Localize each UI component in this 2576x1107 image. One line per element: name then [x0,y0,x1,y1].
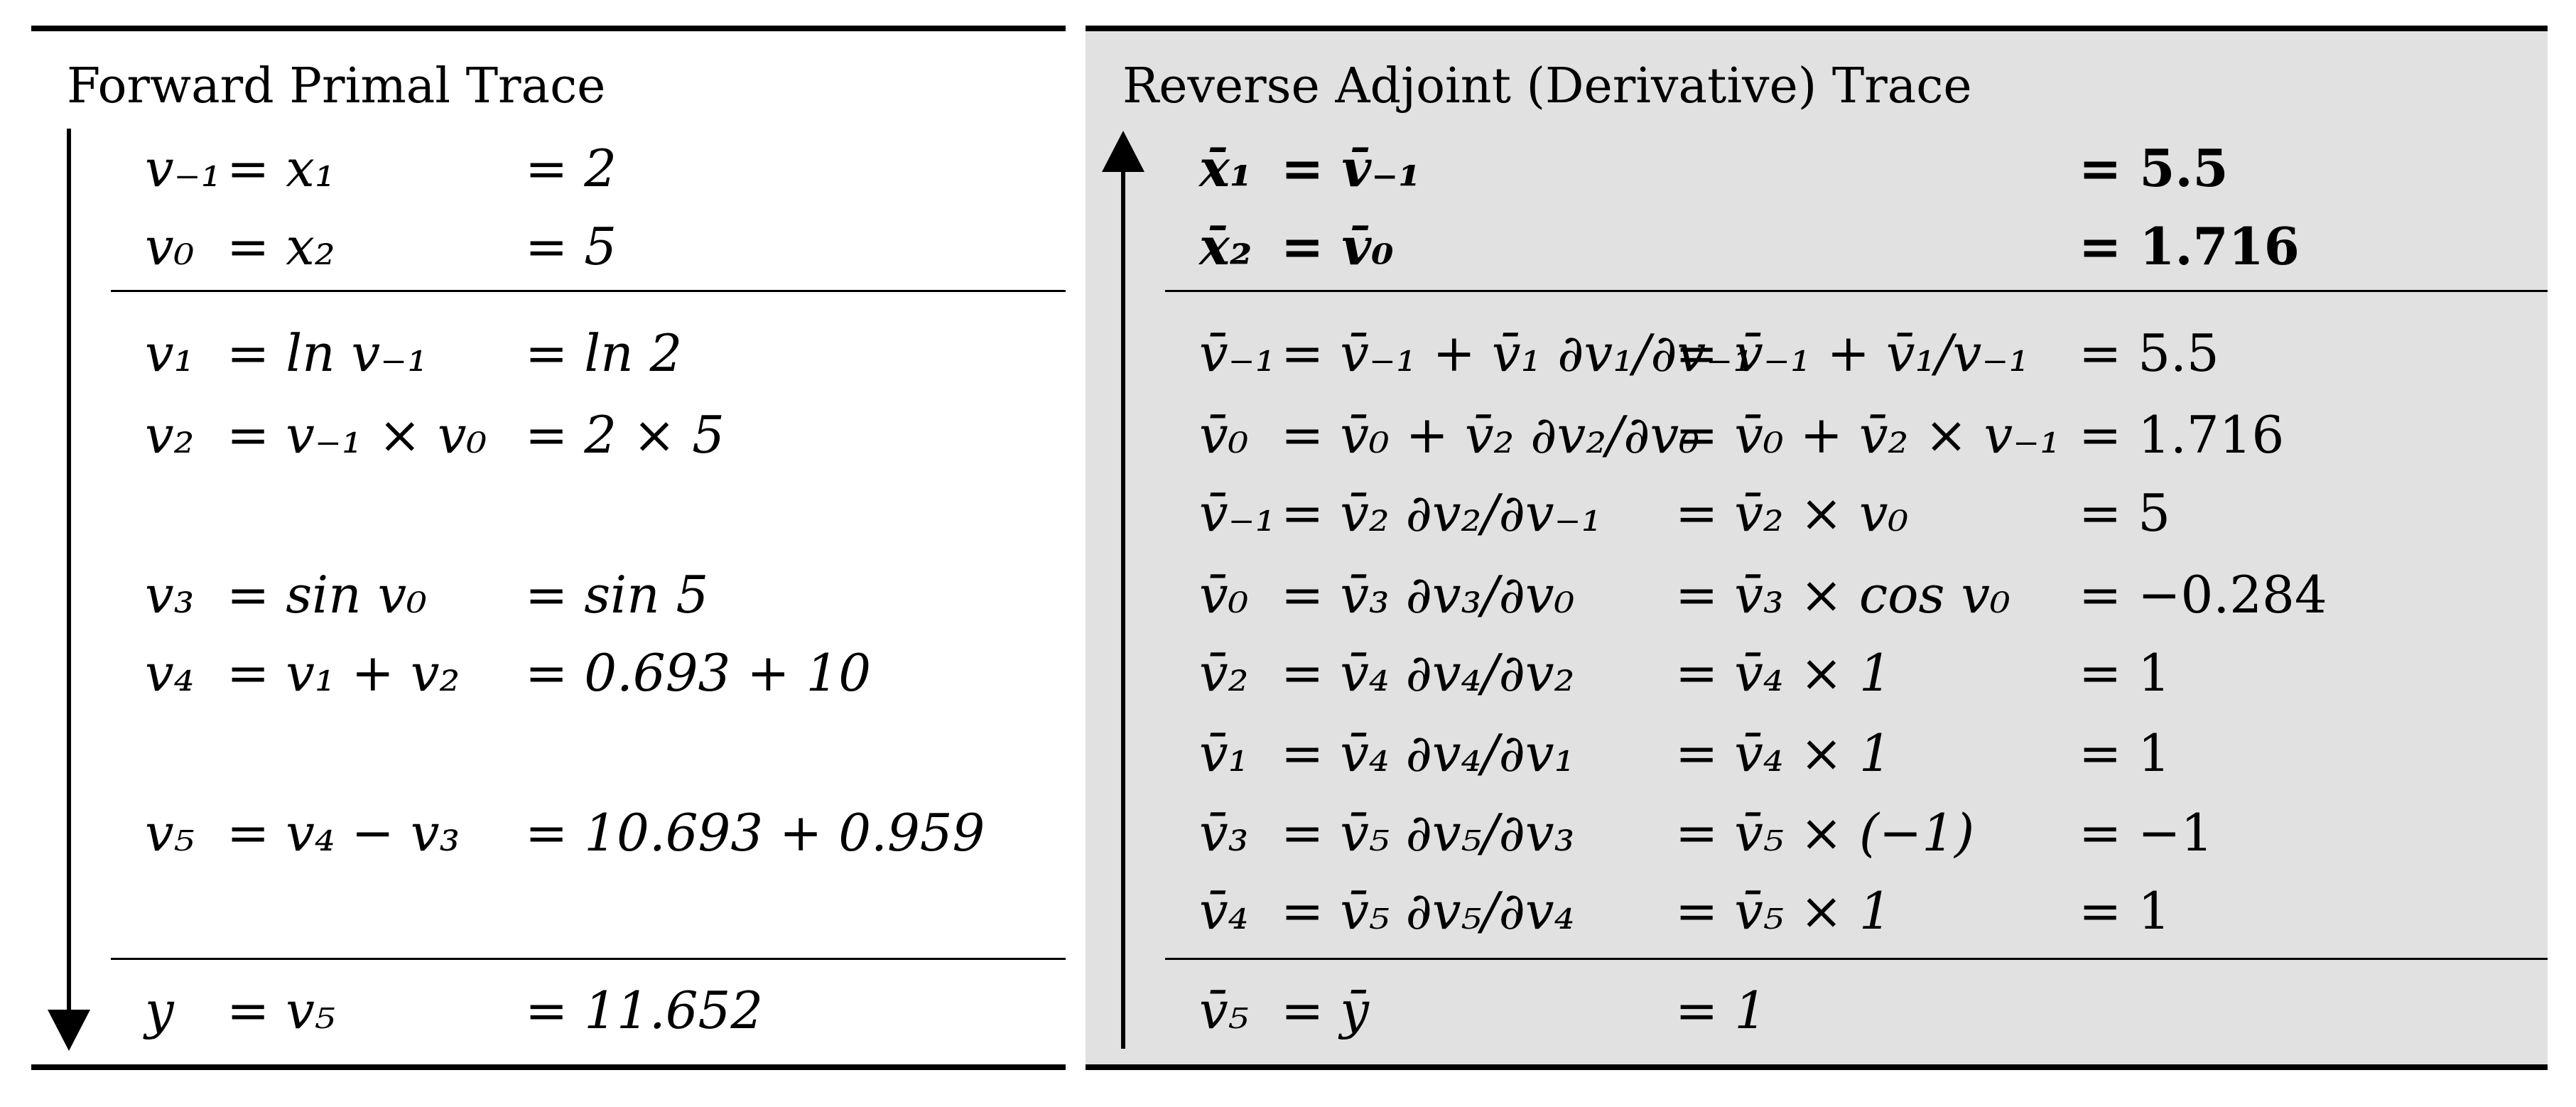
reverse-result-lhs: x̄₁ [1199,138,1252,198]
forward-input-lhs: v₀ [145,217,195,276]
reverse-step-lhs: v̄₋₁ [1199,323,1276,383]
bottom-rule [31,1064,1066,1070]
top-rule [1086,26,2548,31]
forward-step-value: = 2 × 5 [525,405,725,465]
reverse-seed-def: = ȳ [1281,981,1369,1040]
reverse-step-expr: = v̄₄ × 1 [1675,723,1892,783]
reverse-title: Reverse Adjoint (Derivative) Trace [1122,58,1972,114]
reverse-step-lhs: v̄₀ [1199,405,1249,465]
forward-step-def: = v₁ + v₂ [227,643,460,703]
forward-step-value: = 10.693 + 0.959 [525,803,985,863]
forward-step-lhs: v₄ [145,643,195,703]
reverse-seed-value: = 1 [1675,981,1768,1040]
reverse-step-def: = v̄₀ + v̄₂ ∂v₂/∂v₀ [1281,405,1700,465]
reverse-step-expr: = v̄₃ × cos v₀ [1675,565,2011,625]
forward-step-lhs: v₁ [145,323,195,383]
inputs-separator [111,290,1066,292]
forward-step-def: = v₋₁ × v₀ [227,405,487,465]
bottom-rule [1086,1064,2548,1070]
upward-arrow-head-icon [1102,131,1144,172]
forward-step-value: = ln 2 [525,323,683,383]
seed-separator [1165,958,2548,960]
reverse-step-def: = v̄₋₁ + v̄₁ ∂v₁/∂v₋₁ [1281,323,1754,383]
reverse-adjoint-trace-panel [1086,26,2548,1070]
reverse-step-expr: = v̄₋₁ + v̄₁/v₋₁ [1675,323,2030,383]
upward-arrow-shaft [1121,171,1125,1049]
downward-arrow-head-icon [48,1010,90,1051]
reverse-step-value: = −0.284 [2079,565,2327,625]
forward-output-lhs: y [145,981,174,1040]
forward-title: Forward Primal Trace [67,58,606,114]
forward-step-lhs: v₅ [145,803,195,863]
reverse-step-expr: = v̄₅ × (−1) [1675,803,1975,863]
output-separator [111,958,1066,960]
reverse-step-def: = v̄₂ ∂v₂/∂v₋₁ [1281,483,1602,543]
forward-input-value: = 2 [525,139,617,198]
forward-step-def: = sin v₀ [227,565,427,625]
forward-step-value: = sin 5 [525,565,709,625]
reverse-step-def: = v̄₄ ∂v₄/∂v₁ [1281,723,1575,783]
forward-input-def: = x₁ [227,139,335,198]
forward-step-lhs: v₂ [145,405,195,465]
reverse-step-value: = 1 [2079,881,2171,941]
reverse-result-def: = v̄₋₁ [1281,138,1421,198]
reverse-step-expr: = v̄₄ × 1 [1675,643,1892,703]
reverse-step-value: = 1.716 [2079,405,2285,465]
reverse-step-expr: = v̄₀ + v̄₂ × v₋₁ [1675,405,2061,465]
reverse-step-value: = −1 [2079,803,2214,863]
forward-output-value: = 11.652 [525,981,764,1040]
reverse-result-lhs: x̄₂ [1199,216,1252,276]
reverse-step-lhs: v̄₀ [1199,565,1249,625]
forward-primal-trace-panel [31,26,1066,1070]
reverse-step-def: = v̄₃ ∂v₃/∂v₀ [1281,565,1575,625]
reverse-step-def: = v̄₄ ∂v₄/∂v₂ [1281,643,1575,703]
reverse-step-def: = v̄₅ ∂v₅/∂v₃ [1281,803,1575,863]
reverse-step-value: = 1 [2079,723,2171,783]
forward-step-value: = 0.693 + 10 [525,643,872,703]
reverse-step-lhs: v̄₄ [1199,881,1249,941]
forward-input-def: = x₂ [227,217,335,276]
reverse-step-value: = 5 [2079,483,2171,543]
forward-input-lhs: v₋₁ [145,139,222,198]
reverse-result-value: = 1.716 [2079,216,2300,276]
forward-step-def: = v₄ − v₃ [227,803,460,863]
reverse-step-lhs: v̄₁ [1199,723,1249,783]
reverse-step-expr: = v̄₂ × v₀ [1675,483,1909,543]
reverse-step-value: = 5.5 [2079,323,2219,383]
reverse-seed-lhs: v̄₅ [1199,981,1249,1040]
downward-arrow-shaft [67,129,71,1017]
reverse-step-lhs: v̄₂ [1199,643,1249,703]
reverse-step-lhs: v̄₋₁ [1199,483,1276,543]
reverse-result-def: = v̄₀ [1281,216,1394,276]
forward-output-def: = v₅ [227,981,335,1040]
forward-input-value: = 5 [525,217,617,276]
results-separator [1165,290,2548,292]
reverse-step-def: = v̄₅ ∂v₅/∂v₄ [1281,881,1575,941]
reverse-result-value: = 5.5 [2079,138,2229,198]
reverse-step-expr: = v̄₅ × 1 [1675,881,1892,941]
reverse-step-value: = 1 [2079,643,2171,703]
top-rule [31,26,1066,31]
forward-step-lhs: v₃ [145,565,195,625]
reverse-step-lhs: v̄₃ [1199,803,1249,863]
forward-step-def: = ln v₋₁ [227,323,428,383]
